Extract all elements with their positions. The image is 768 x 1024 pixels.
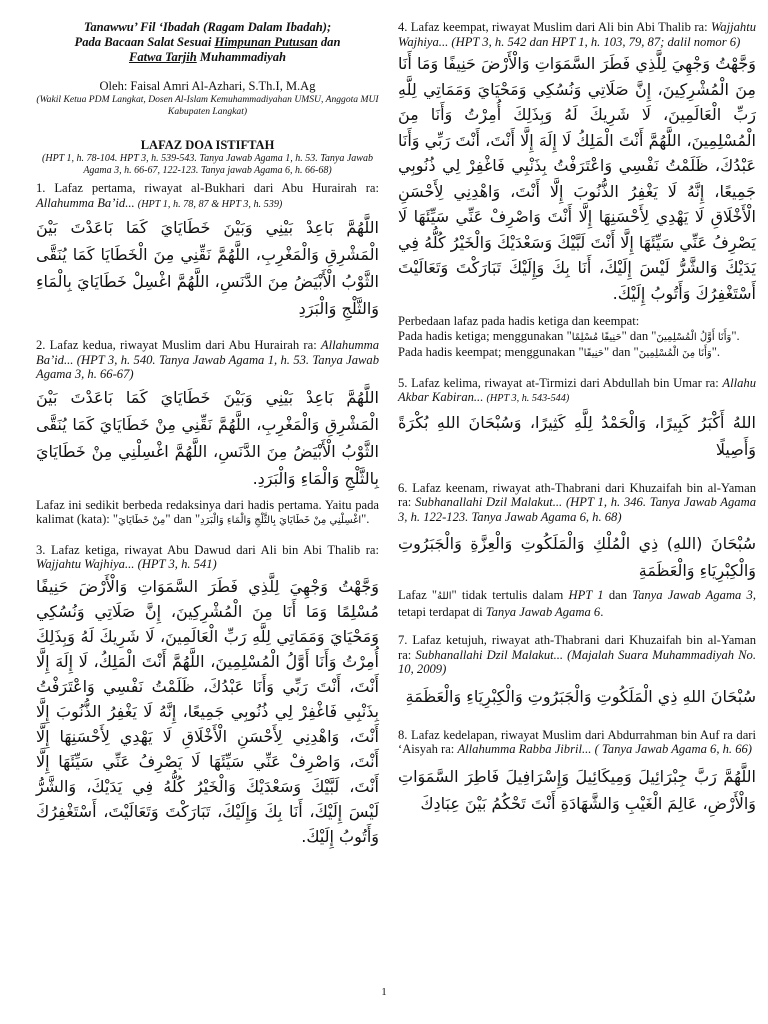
lafaz-4-arabic: وَجَّهْتُ وَجْهِيَ لِلَّذِي فَطَرَ السَّمَوَاتِ وَالْأَرْضَ حَنِيفًا وَمَا أَنَا مِنَ الْمُشْرِكِينَ، إِنَّ صَلَاتِي وَنُسُكِي وَمَحْيَايَ وَمَمَاتِي لِلَّهِ رَبِّ الْعَالَمِينَ، لَا شَرِيكَ لَهُ وَبِذَلِكَ أُمِرْتُ وَأَنَا مِنَ الْمُسْلِمِينَ، اللَّهُمَّ أَنْتَ الْمَلِكُ لَا إِلَهَ إِلَّا أَنْتَ، أَنْتَ رَبِّي وَأَنَا عَبْدُكَ، ظَلَمْتُ نَفْسِي وَاعْتَرَفْتُ بِذَنْبِي فَاغْفِرْ لِي ذُنُوبِي جَمِيعًا، إِنَّهُ لَا يَغْفِرُ الذُّنُوبَ إِلَّا أَنْتَ، وَاهْدِنِي لِأَحْسَنِ الْأَخْلَاقِ لَا يَهْدِي لِأَحْسَنِهَا إِلَّا أَنْتَ وَاصْرِفْ عَنِّي سَيِّئَهَا لَا يَصْرِفُ عَنِّي سَيِّئَهَا إِلَّا أَنْتَ لَبَّيْكَ وَسَعْدَيْكَ وَالْخَيْرُ كُلُّهُ فِي يَدَيْكَ وَالشَّرُّ لَيْسَ إِلَيْكَ، أَنَا بِكَ وَإِلَيْكَ تَبَارَكْتَ وَتَعَالَيْتَ أَسْتَغْفِرُكَ وَأَتُوبُ إِلَيْكَ. <box>398 54 756 303</box>
diff-3-arabic-1: حَنِيفًا مُسْلِمًا <box>571 331 622 343</box>
lafaz-3-ref: (HPT 3, h. 541) <box>137 557 217 571</box>
title-line-2 <box>36 35 379 50</box>
author-affiliation: (Wakil Ketua PDM Langkat, Dosen Al-Islam Kemuhammadiyahan UMSU, Anggota MUI Kabupaten Langkat) <box>36 94 379 117</box>
lafaz-7-intro: 7. Lafaz ketujuh, riwayat ath-Thabrani dari Khuzaifah bin al-Yaman ra: <box>398 633 756 662</box>
lafaz-4-lead <box>398 20 756 49</box>
lafaz-2 <box>36 338 379 492</box>
lafaz-5-ref: (HPT 3, h. 543-544) <box>486 393 570 404</box>
difference-title: Perbedaan lafaz pada hadis ketiga dan keempat: <box>398 314 640 328</box>
difference-line-4 <box>398 345 756 362</box>
lafaz-2-lead <box>36 338 379 382</box>
lafaz-1 <box>36 181 379 322</box>
lafaz-5-latin: Allahu Akbar Kabiran... <box>398 375 756 404</box>
diff-3-text: Pada hadis ketiga; menggunakan " <box>398 328 572 343</box>
lafaz-6-note <box>398 588 756 619</box>
lafaz-2-latin: Allahumma Ba’id... <box>36 338 379 367</box>
note-end: ". <box>361 512 370 526</box>
page-number: 1 <box>381 986 387 998</box>
lafaz-3-latin: Wajjahtu Wajhiya... <box>36 557 138 571</box>
difference-line-3 <box>398 329 756 346</box>
lafaz-8-arabic: اللَّهُمَّ رَبَّ جِبْرَائِيلَ وَمِيكَائِيلَ وَإِسْرَافِيلَ فَاطِرَ السَّمَوَاتِ وَالْأَرْضِ، عَالِمَ الْغَيْبِ وَالشَّهَادَةِ أَنْتَ تَحْكُمُ بَيْنَ عِبَادِكَ <box>398 766 756 813</box>
left-column <box>36 20 379 849</box>
diff-4-text: Pada hadis keempat; menggunakan " <box>398 345 584 359</box>
lafaz-4 <box>398 20 756 306</box>
lafaz-5 <box>398 376 756 463</box>
l6-note-a: Lafaz " <box>398 588 438 602</box>
lafaz-2-arabic: اللَّهُمَّ بَاعِدْ بَيْنِي وَبَيْنَ خَطَايَايَ كَمَا بَاعَدْتَ بَيْنَ الْمَشْرِقِ وَالْمَغْرِبِ، اللَّهُمَّ نَقِّنِي مِنْ خَطَايَايَ كَمَا يُنَقَّى الثَّوْبُ الْأَبْيَضُ مِنَ الدَّنَسِ، اللَّهُمَّ اغْسِلْنِي مِنْ خَطَايَايَ بِالثَّلْجِ وَالْمَاءِ وَالْبَرَدِ. <box>36 387 379 488</box>
author: Oleh: Faisal Amri Al-Azhari, S.Th.I, M.Ag <box>99 79 316 93</box>
l6-note-d: , tetapi terdapat di <box>398 588 757 619</box>
lafaz-3-arabic: وَجَّهْتُ وَجْهِيَ لِلَّذِي فَطَرَ السَّمَوَاتِ وَالْأَرْضَ حَنِيفًا مُسْلِمًا وَمَا أَنَا مِنَ الْمُشْرِكِينَ، إِنَّ صَلَاتِي وَنُسُكِي وَمَحْيَايَ وَمَمَاتِي لِلَّهِ رَبِّ الْعَالَمِينَ، لَا شَرِيكَ لَهُ وَبِذَلِكَ أُمِرْتُ وَأَنَا أَوَّلُ الْمُسْلِمِينَ، اللَّهُمَّ أَنْتَ الْمَلِكُ، لَا إِلَهَ إِلَّا أَنْتَ، أَنْتَ رَبِّي وَأَنَا عَبْدُكَ، ظَلَمْتُ نَفْسِي وَاعْتَرَفْتُ بِذَنْبِي فَاغْفِرْ لِي ذُنُوبِي جَمِيعًا، إِنَّهُ لَا يَغْفِرُ الذُّنُوبَ إِلَّا أَنْتَ، وَاهْدِنِي لِأَحْسَنِ الْأَخْلَاقِ لَا يَهْدِي لِأَحْسَنِهَا إِلَّا أَنْتَ، وَاصْرِفْ عَنِّي سَيِّئَهَا لَا يَصْرِفُ عَنِّي سَيِّئَهَا إِلَّا أَنْتَ، لَبَّيْكَ وَسَعْدَيْكَ وَالْخَيْرُ كُلُّهُ فِي يَدَيْكَ، وَالشَّرُّ لَيْسَ إِلَيْكَ، أَنَا بِكَ وَإِلَيْكَ، تَبَارَكْتَ وَتَعَالَيْتَ، أَسْتَغْفِرُكَ وَأَتُوبُ إِلَيْكَ. <box>36 576 379 846</box>
document-title <box>36 20 379 65</box>
lafaz-3-lead <box>36 543 379 572</box>
diff-4-arabic-2: وَأَنَا مِنَ الْمُسْلِمِينَ <box>638 348 712 359</box>
diff-3-end: ". <box>731 328 740 343</box>
lafaz-6-lead <box>398 481 756 525</box>
lafaz-5-lead <box>398 376 756 407</box>
right-column <box>398 20 756 817</box>
lafaz-8-lead <box>398 728 756 757</box>
lafaz-4-latin: Wajjahtu Wajhiya... <box>398 20 756 49</box>
title-line-3 <box>36 50 379 65</box>
lafaz-7-latin: Subhanallahi Dzil Malakut... <box>415 647 568 662</box>
lafaz-8-latin: Allahumma Rabba Jibril... <box>457 742 595 756</box>
title-line-1: Tanawwu’ Fil ‘Ibadah (Ragam Dalam Ibadah); <box>83 20 332 34</box>
l6-note-arabic: اللهُ <box>437 591 452 602</box>
lafaz-6-arabic: سُبْحَانَ (اللهِ) ذِي الْمُلْكِ وَالْمَلَكُوتِ وَالْعِزَّةِ وَالْجَبَرُوتِ وَالْكِبْرِيَاءِ وَالْعَظَمَةِ <box>398 534 756 580</box>
lafaz-2-intro: 2. Lafaz kedua, riwayat Muslim dari Abu Hurairah ra: <box>36 338 321 352</box>
lafaz-8-ref: ( Tanya Jawab Agama 6, h. 66) <box>594 742 752 756</box>
diff-4-mid: " dan " <box>603 345 639 359</box>
title-line-2-text: Pada Bacaan Salat Sesuai <box>74 35 215 49</box>
l6-note-hpt1: HPT 1 <box>568 588 604 602</box>
title-underlined-fatwa: Fatwa Tarjih <box>128 50 197 64</box>
lafaz-7-ref: (Majalah Suara Muhammadiyah No. 10, 2009) <box>398 647 756 676</box>
note-text: Lafaz ini sedikit berbeda redaksinya dari hadis pertama. Yaitu pada kalimat (kata): " <box>36 497 379 526</box>
l6-note-c: dan <box>603 588 633 602</box>
l6-note-tja3: Tanya Jawab Agama 3 <box>632 588 753 602</box>
lafaz-7-lead <box>398 633 756 677</box>
lafaz-6-latin: Subhanallahi Dzil Malakut... <box>415 495 566 509</box>
lafaz-6 <box>398 481 756 585</box>
lafaz-4-ref: (HPT 3, h. 542 dan HPT 1, h. 103, 79, 87; dalil nomor 6) <box>451 34 741 49</box>
title-underlined-himpunan: Himpunan Putusan <box>214 35 318 49</box>
lafaz-6-intro: 6. Lafaz keenam, riwayat ath-Thabrani dari Khuzaifah bin al-Yaman ra: <box>398 480 756 509</box>
l6-note-tja6: Tanya Jawab Agama 6 <box>485 604 601 619</box>
section-heading: LAFAZ DOA ISTIFTAH <box>140 138 275 152</box>
diff-4-arabic-1: حَنِيفًا <box>583 348 604 359</box>
lafaz-1-latin: Allahumma Ba’id... <box>36 195 138 210</box>
lafaz-1-arabic: اللَّهُمَّ بَاعِدْ بَيْنِي وَبَيْنَ خَطَايَايَ كَمَا بَاعَدْتَ بَيْنَ الْمَشْرِقِ وَالْمَغْرِبِ، اللَّهُمَّ نَقِّنِي مِنَ الْخَطَايَا كَمَا يُنَقَّى الثَّوْبُ الْأَبْيَضُ مِنَ الدَّنَسِ، اللَّهُمَّ اغْسِلْ خَطَايَايَ بِالْمَاءِ وَالثَّلْجِ وَالْبَرَدِ <box>36 218 379 318</box>
lafaz-1-lead <box>36 181 379 212</box>
l6-note-e: . <box>600 604 604 619</box>
lafaz-4-intro: 4. Lafaz keempat, riwayat Muslim dari Ali bin Abi Thalib ra: <box>398 20 711 34</box>
lafaz-6-ref: (HPT 1, h. 346. Tanya Jawab Agama 3, h. 122-123. Tanya Jawab Agama 6, h. 68) <box>398 495 756 524</box>
lafaz-1-intro: 1. Lafaz pertama, riwayat al-Bukhari dari Abu Hurairah ra: <box>36 181 379 195</box>
lafaz-2-ref: (HPT 3, h. 540. Tanya Jawab Agama 1, h. 53. Tanya Jawab Agama 3, h. 66-67) <box>36 352 379 381</box>
lafaz-1-ref: (HPT 1, h. 78, 87 & HPT 3, h. 539) <box>137 198 283 210</box>
note-mid: " dan " <box>165 512 201 526</box>
lafaz-8 <box>398 728 756 817</box>
note-arabic-1: مِنْ خَطَايَايَ <box>118 515 166 526</box>
note-arabic-2: اغْسِلْنِي مِنْ خَطَايَايَ بِالثَّلْجِ وَالْمَاءِ وَالْبَرَدِ <box>200 515 362 526</box>
diff-3-mid: " dan " <box>621 328 657 343</box>
section-reference: (HPT 1, h. 78-104. HPT 3, h. 539-543. Tanya Jawab Agama 1, h. 53. Tanya Jawab Agama 3, h. 66-67, 122-123. Tanya jawab Agama 6, h. 66-68) <box>42 153 373 176</box>
lafaz-8-intro: 8. Lafaz kedelapan, riwayat Muslim dari Abdurrahman bin Auf ra dari ‘Aisyah ra: <box>398 727 756 756</box>
diff-4-end: ". <box>711 345 721 359</box>
l6-note-b: " tidak tertulis dalam <box>451 588 569 602</box>
lafaz-7-arabic: سُبْحَانَ اللهِ ذِي الْمَلَكُوتِ وَالْجَبَرُوتِ وَالْكِبْرِيَاءِ وَالْعَظَمَةِ <box>405 686 756 706</box>
difference-note <box>398 314 756 362</box>
lafaz-3 <box>36 543 379 849</box>
lafaz-5-arabic: اللهُ أَكْبَرُ كَبِيرًا، وَالْحَمْدُ لِلَّهِ كَثِيرًا، وَسُبْحَانَ اللهِ بُكْرَةً وَأَصِيلًا <box>398 412 756 459</box>
lafaz-5-intro: 5. Lafaz kelima, riwayat at-Tirmizi dari Abdullah bin Umar ra: <box>398 375 723 390</box>
title-line-2-end: dan <box>317 35 341 49</box>
title-line-3-end: Muhammadiyah <box>196 50 286 64</box>
lafaz-7 <box>398 633 756 710</box>
lafaz-2-note <box>36 498 379 529</box>
lafaz-3-intro: 3. Lafaz ketiga, riwayat Abu Dawud dari Ali bin Abi Thalib ra: <box>36 542 379 557</box>
diff-3-arabic-2: وَأَنَا أَوَّلُ الْمُسْلِمِينَ <box>656 331 732 343</box>
